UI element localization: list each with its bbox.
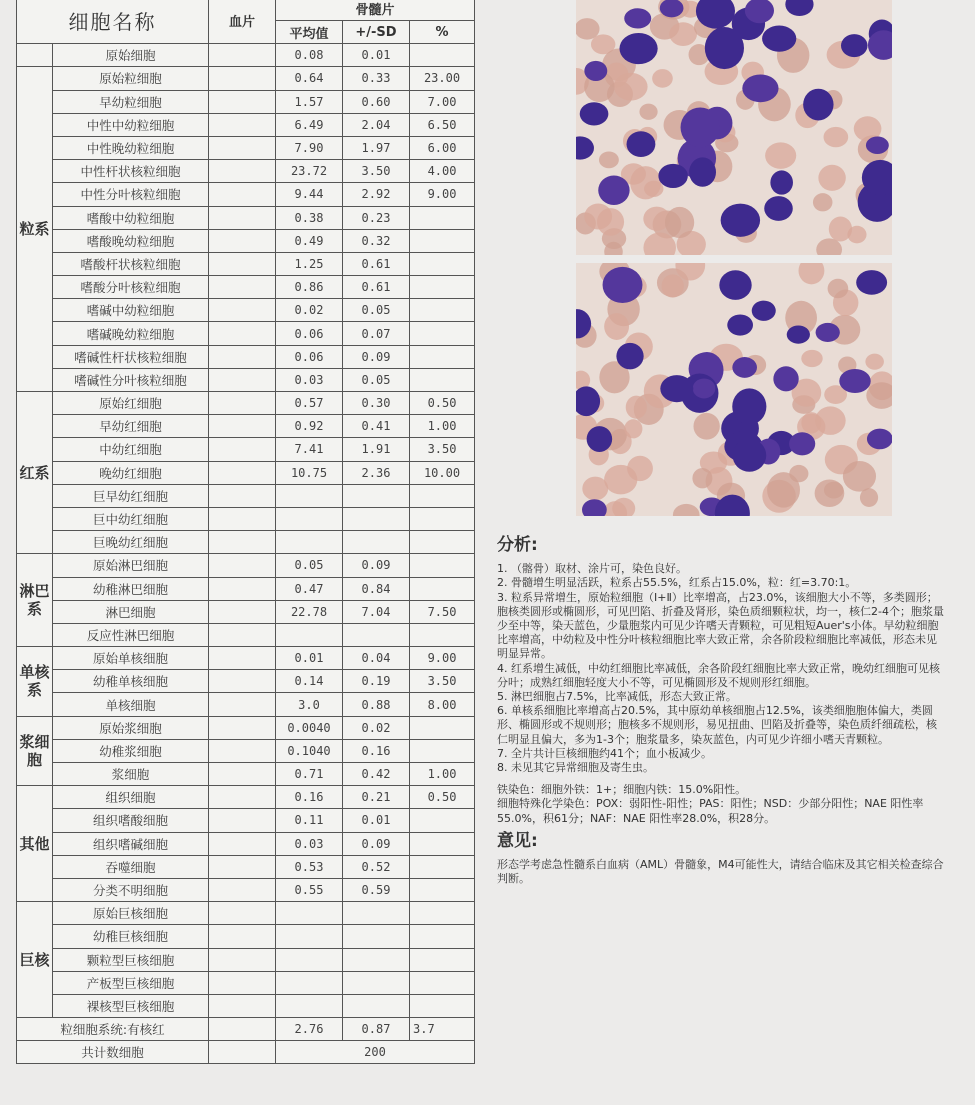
cell-name: 原始细胞 bbox=[53, 44, 209, 67]
sd-value: 7.04 bbox=[343, 600, 410, 623]
blood-value bbox=[209, 670, 276, 693]
analysis-heading: 分析: bbox=[497, 535, 538, 555]
pct-value: 3.50 bbox=[410, 670, 475, 693]
mean-value: 0.16 bbox=[276, 786, 343, 809]
analysis-item: 6. 单核系细胞比率增高占20.5%，其中原幼单核细胞占12.5%，该类细胞胞体偏大，类圆形、椭圆形或不规则形；胞核多不规则形，易见扭曲、凹陷及折叠等，染色质纤细疏松，核仁明显且偏大，多为1-3个；胞浆量多，染灰蓝色，内可见少许细小嗜天青颗粒。 bbox=[497, 704, 937, 746]
blood-value bbox=[209, 832, 276, 855]
pct-value: 7.00 bbox=[410, 90, 475, 113]
blood-value bbox=[209, 925, 276, 948]
marrow-smear-header: 骨髓片 bbox=[276, 0, 475, 21]
sd-value: 0.88 bbox=[343, 693, 410, 716]
blood-value bbox=[209, 1018, 276, 1041]
blood-value bbox=[209, 971, 276, 994]
sd-value: 0.61 bbox=[343, 252, 410, 275]
sd-value: 0.23 bbox=[343, 206, 410, 229]
mean-value: 0.08 bbox=[276, 44, 343, 67]
blood-value bbox=[209, 554, 276, 577]
pct-value bbox=[410, 345, 475, 368]
analysis-item: 1. （髂骨）取材、涂片可，染色良好。 bbox=[497, 562, 687, 576]
mean-value: 7.90 bbox=[276, 136, 343, 159]
table-row bbox=[17, 716, 475, 739]
cell-name: 嗜碱中幼粒细胞 bbox=[53, 299, 209, 322]
pct-value bbox=[410, 855, 475, 878]
table-row bbox=[17, 461, 475, 484]
pct-value bbox=[410, 531, 475, 554]
table-row bbox=[17, 276, 475, 299]
mean-value bbox=[276, 507, 343, 530]
blood-value bbox=[209, 878, 276, 901]
pct-value: 1.00 bbox=[410, 415, 475, 438]
mean-value: 0.53 bbox=[276, 855, 343, 878]
cell-name: 幼稚巨核细胞 bbox=[53, 925, 209, 948]
sd-value: 0.01 bbox=[343, 44, 410, 67]
cell-name: 巨早幼红细胞 bbox=[53, 484, 209, 507]
pct-value: 9.00 bbox=[410, 183, 475, 206]
blood-value bbox=[209, 855, 276, 878]
pct-value: 1.00 bbox=[410, 763, 475, 786]
blood-value bbox=[209, 461, 276, 484]
table-row bbox=[17, 809, 475, 832]
pct-value: 0.50 bbox=[410, 392, 475, 415]
pct-value bbox=[410, 507, 475, 530]
blood-value bbox=[209, 206, 276, 229]
cell-name: 裸核型巨核细胞 bbox=[53, 994, 209, 1017]
pct-value bbox=[410, 252, 475, 275]
table-row bbox=[17, 739, 475, 762]
cell-name: 浆细胞 bbox=[53, 763, 209, 786]
total-label: 共计数细胞 bbox=[17, 1041, 209, 1064]
mean-value: 23.72 bbox=[276, 160, 343, 183]
pct-value bbox=[410, 623, 475, 646]
mean-value: 0.03 bbox=[276, 832, 343, 855]
cell-name: 嗜碱晚幼粒细胞 bbox=[53, 322, 209, 345]
ratio-mean: 2.76 bbox=[276, 1018, 343, 1041]
sd-value bbox=[343, 507, 410, 530]
cell-name: 早幼红细胞 bbox=[53, 415, 209, 438]
pct-value: 6.00 bbox=[410, 136, 475, 159]
ratio-row bbox=[17, 1018, 475, 1041]
blood-value bbox=[209, 44, 276, 67]
blood-value bbox=[209, 415, 276, 438]
table-row bbox=[17, 368, 475, 391]
pct-value bbox=[410, 276, 475, 299]
sd-value bbox=[343, 994, 410, 1017]
mean-value: 0.01 bbox=[276, 647, 343, 670]
table-row bbox=[17, 554, 475, 577]
blood-value bbox=[209, 577, 276, 600]
pct-value bbox=[410, 716, 475, 739]
mean-value: 0.64 bbox=[276, 67, 343, 90]
cell-name: 中性分叶核粒细胞 bbox=[53, 183, 209, 206]
mean-value bbox=[276, 994, 343, 1017]
pct-value bbox=[410, 577, 475, 600]
pct-value bbox=[410, 554, 475, 577]
sd-value: 2.36 bbox=[343, 461, 410, 484]
mean-value bbox=[276, 925, 343, 948]
pct-value bbox=[410, 878, 475, 901]
table-row bbox=[17, 693, 475, 716]
table-row bbox=[17, 623, 475, 646]
cell-name: 巨中幼红细胞 bbox=[53, 507, 209, 530]
cell-name: 嗜酸中幼粒细胞 bbox=[53, 206, 209, 229]
sd-value: 0.33 bbox=[343, 67, 410, 90]
mean-value bbox=[276, 623, 343, 646]
pct-value bbox=[410, 206, 475, 229]
pct-value bbox=[410, 299, 475, 322]
iron-stain-text: 铁染色：细胞外铁：1+；细胞内铁：15.0%阳性。 bbox=[497, 783, 747, 797]
pct-value bbox=[410, 322, 475, 345]
ratio-pct: 3.7 bbox=[410, 1018, 475, 1041]
sd-value: 2.92 bbox=[343, 183, 410, 206]
sd-value bbox=[343, 484, 410, 507]
mean-value: 6.49 bbox=[276, 113, 343, 136]
blood-value bbox=[209, 90, 276, 113]
pct-value bbox=[410, 971, 475, 994]
analysis-item: 2. 骨髓增生明显活跃，粒系占55.5%，红系占15.0%，粒：红=3.70:1。 bbox=[497, 576, 857, 590]
sd-value: 0.02 bbox=[343, 716, 410, 739]
blood-value bbox=[209, 994, 276, 1017]
pct-value bbox=[410, 902, 475, 925]
blood-value bbox=[209, 1041, 276, 1064]
table-row bbox=[17, 345, 475, 368]
cell-name: 单核细胞 bbox=[53, 693, 209, 716]
blood-value bbox=[209, 392, 276, 415]
sd-value: 0.61 bbox=[343, 276, 410, 299]
bone-marrow-smear-micrograph bbox=[576, 263, 892, 516]
mean-value: 0.57 bbox=[276, 392, 343, 415]
cell-name: 分类不明细胞 bbox=[53, 878, 209, 901]
blood-value bbox=[209, 739, 276, 762]
pct-value: 0.50 bbox=[410, 786, 475, 809]
blood-value bbox=[209, 507, 276, 530]
pct-value bbox=[410, 832, 475, 855]
analysis-item: 8. 未见其它异常细胞及寄生虫。 bbox=[497, 761, 654, 775]
table-row bbox=[17, 113, 475, 136]
mean-value: 0.14 bbox=[276, 670, 343, 693]
blood-value bbox=[209, 786, 276, 809]
sd-value: 3.50 bbox=[343, 160, 410, 183]
mean-value: 0.06 bbox=[276, 322, 343, 345]
blood-value bbox=[209, 183, 276, 206]
pct-value bbox=[410, 739, 475, 762]
sd-value: 0.16 bbox=[343, 739, 410, 762]
analysis-item: 4. 红系增生减低，中幼红细胞比率减低，余各阶段红细胞比率大致正常，晚幼红细胞可见核分叶；成熟红细胞轻度大小不等，可见椭圆形及不规则形红细胞。 bbox=[497, 661, 940, 689]
pct-value bbox=[410, 229, 475, 252]
blood-value bbox=[209, 299, 276, 322]
table-row bbox=[17, 577, 475, 600]
group-label: 浆细胞 bbox=[17, 716, 53, 786]
table-row bbox=[17, 902, 475, 925]
blood-smear-header: 血片 bbox=[209, 0, 276, 44]
table-row bbox=[17, 600, 475, 623]
cell-name: 嗜碱性杆状核粒细胞 bbox=[53, 345, 209, 368]
mean-value: 7.41 bbox=[276, 438, 343, 461]
sd-value: 0.09 bbox=[343, 554, 410, 577]
table-row bbox=[17, 136, 475, 159]
group-label: 红系 bbox=[17, 392, 53, 554]
blood-value bbox=[209, 368, 276, 391]
pct-value bbox=[410, 368, 475, 391]
sd-value: 1.97 bbox=[343, 136, 410, 159]
mean-value: 10.75 bbox=[276, 461, 343, 484]
sd-value: 0.84 bbox=[343, 577, 410, 600]
table-row bbox=[17, 67, 475, 90]
blood-value bbox=[209, 647, 276, 670]
pct-value: 4.00 bbox=[410, 160, 475, 183]
total-row bbox=[17, 1041, 475, 1064]
cell-name: 中性晚幼粒细胞 bbox=[53, 136, 209, 159]
blood-value bbox=[209, 322, 276, 345]
pct-value: 8.00 bbox=[410, 693, 475, 716]
cell-name: 晚幼红细胞 bbox=[53, 461, 209, 484]
table-row bbox=[17, 160, 475, 183]
analysis-list bbox=[497, 562, 945, 775]
blood-value bbox=[209, 531, 276, 554]
mean-value: 0.49 bbox=[276, 229, 343, 252]
table-row bbox=[17, 206, 475, 229]
ratio-label: 粒细胞系统:有核红 bbox=[17, 1018, 209, 1041]
mean-value: 0.86 bbox=[276, 276, 343, 299]
mean-value: 0.02 bbox=[276, 299, 343, 322]
sd-value: 0.07 bbox=[343, 322, 410, 345]
pct-value bbox=[410, 44, 475, 67]
table-row bbox=[17, 392, 475, 415]
mean-value bbox=[276, 971, 343, 994]
cell-name: 巨晚幼红细胞 bbox=[53, 531, 209, 554]
pct-value bbox=[410, 948, 475, 971]
table-row bbox=[17, 90, 475, 113]
table-row bbox=[17, 322, 475, 345]
col-sd-header: +/-SD bbox=[343, 21, 410, 44]
pct-value: 7.50 bbox=[410, 600, 475, 623]
table-row bbox=[17, 786, 475, 809]
cell-name: 原始巨核细胞 bbox=[53, 902, 209, 925]
cell-name: 组织嗜酸细胞 bbox=[53, 809, 209, 832]
pct-value: 6.50 bbox=[410, 113, 475, 136]
sd-value: 0.30 bbox=[343, 392, 410, 415]
sd-value bbox=[343, 925, 410, 948]
sd-value: 0.19 bbox=[343, 670, 410, 693]
sd-value: 2.04 bbox=[343, 113, 410, 136]
table-row bbox=[17, 925, 475, 948]
mean-value: 0.03 bbox=[276, 368, 343, 391]
sd-value: 0.41 bbox=[343, 415, 410, 438]
sd-value bbox=[343, 948, 410, 971]
table-row bbox=[17, 415, 475, 438]
mean-value: 3.0 bbox=[276, 693, 343, 716]
analysis-item: 5. 淋巴细胞占7.5%，比率减低，形态大致正常。 bbox=[497, 690, 737, 704]
table-row bbox=[17, 763, 475, 786]
pct-value: 9.00 bbox=[410, 647, 475, 670]
blood-value bbox=[209, 600, 276, 623]
cell-name: 幼稚单核细胞 bbox=[53, 670, 209, 693]
mean-value: 0.38 bbox=[276, 206, 343, 229]
cell-name: 原始浆细胞 bbox=[53, 716, 209, 739]
cell-name: 嗜酸杆状核粒细胞 bbox=[53, 252, 209, 275]
mean-value bbox=[276, 948, 343, 971]
sd-value: 0.04 bbox=[343, 647, 410, 670]
cell-name: 早幼粒细胞 bbox=[53, 90, 209, 113]
table-row bbox=[17, 252, 475, 275]
table-row bbox=[17, 507, 475, 530]
cell-name: 反应性淋巴细胞 bbox=[53, 623, 209, 646]
mean-value: 0.0040 bbox=[276, 716, 343, 739]
cell-name: 原始单核细胞 bbox=[53, 647, 209, 670]
opinion-text: 形态学考虑急性髓系白血病（AML）骨髓象，M4可能性大，请结合临床及其它相关检查综合判断。 bbox=[497, 858, 944, 886]
blood-value bbox=[209, 160, 276, 183]
blood-value bbox=[209, 716, 276, 739]
blood-value bbox=[209, 902, 276, 925]
cell-name: 组织细胞 bbox=[53, 786, 209, 809]
cell-name: 嗜酸分叶核粒细胞 bbox=[53, 276, 209, 299]
table-row bbox=[17, 44, 475, 67]
pct-value bbox=[410, 925, 475, 948]
blood-value bbox=[209, 252, 276, 275]
cell-name: 中性杆状核粒细胞 bbox=[53, 160, 209, 183]
sd-value bbox=[343, 531, 410, 554]
blood-value bbox=[209, 345, 276, 368]
mean-value: 0.71 bbox=[276, 763, 343, 786]
pct-value: 3.50 bbox=[410, 438, 475, 461]
mean-value: 0.1040 bbox=[276, 739, 343, 762]
mean-value: 0.92 bbox=[276, 415, 343, 438]
sd-value bbox=[343, 971, 410, 994]
blood-value bbox=[209, 484, 276, 507]
cell-name: 淋巴细胞 bbox=[53, 600, 209, 623]
group-label: 单核系 bbox=[17, 647, 53, 717]
col-mean-header: 平均值 bbox=[276, 21, 343, 44]
mean-value: 0.06 bbox=[276, 345, 343, 368]
cell-name: 中幼红细胞 bbox=[53, 438, 209, 461]
blood-value bbox=[209, 136, 276, 159]
pct-value: 10.00 bbox=[410, 461, 475, 484]
sd-value: 0.32 bbox=[343, 229, 410, 252]
group-label: 巨核 bbox=[17, 902, 53, 1018]
table-title: 细胞名称 bbox=[17, 0, 209, 44]
sd-value: 1.91 bbox=[343, 438, 410, 461]
cell-name: 原始粒细胞 bbox=[53, 67, 209, 90]
cell-name: 幼稚淋巴细胞 bbox=[53, 577, 209, 600]
table-row bbox=[17, 438, 475, 461]
table-row bbox=[17, 229, 475, 252]
cell-name: 原始淋巴细胞 bbox=[53, 554, 209, 577]
opinion-heading: 意见: bbox=[497, 830, 538, 851]
pct-value bbox=[410, 994, 475, 1017]
analysis-item: 3. 粒系异常增生，原始粒细胞（Ⅰ+Ⅱ）比率增高，占23.0%，该细胞大小不等，多类圆形；胞核类圆形或椭圆形，可见凹陷、折叠及肾形，染色质细颗粒状，均一，核仁2-4个；胞浆量少至中等，染天蓝色，少量胞浆内可见少许嗜天青颗粒，可见粗短Auer's小体。早幼粒细胞比率增高，中幼粒及中性分叶核粒细胞比率大致正常，余各阶段粒细胞比率减低，形态未见明显异常。 bbox=[497, 590, 944, 661]
blood-value bbox=[209, 623, 276, 646]
sd-value: 0.52 bbox=[343, 855, 410, 878]
sd-value: 0.09 bbox=[343, 832, 410, 855]
blood-value bbox=[209, 438, 276, 461]
bone-marrow-smear-micrograph bbox=[576, 0, 892, 255]
cell-name: 吞噬细胞 bbox=[53, 855, 209, 878]
cell-name: 原始红细胞 bbox=[53, 392, 209, 415]
table-row bbox=[17, 994, 475, 1017]
sd-value: 0.42 bbox=[343, 763, 410, 786]
sd-value: 0.59 bbox=[343, 878, 410, 901]
mean-value bbox=[276, 531, 343, 554]
cell-name: 颗粒型巨核细胞 bbox=[53, 948, 209, 971]
table-row bbox=[17, 647, 475, 670]
group-label: 其他 bbox=[17, 786, 53, 902]
sd-value bbox=[343, 902, 410, 925]
report-text-panel bbox=[497, 535, 945, 886]
table-row bbox=[17, 670, 475, 693]
sd-value bbox=[343, 623, 410, 646]
cell-name: 组织嗜碱细胞 bbox=[53, 832, 209, 855]
blood-value bbox=[209, 67, 276, 90]
group-label: 淋巴系 bbox=[17, 554, 53, 647]
pct-value bbox=[410, 809, 475, 832]
mean-value: 0.47 bbox=[276, 577, 343, 600]
blood-value bbox=[209, 948, 276, 971]
sd-value: 0.60 bbox=[343, 90, 410, 113]
cell-name: 幼稚浆细胞 bbox=[53, 739, 209, 762]
sd-value: 0.09 bbox=[343, 345, 410, 368]
table-row bbox=[17, 484, 475, 507]
cell-count-table bbox=[16, 0, 475, 1064]
group-label: 粒系 bbox=[17, 67, 53, 392]
sd-value: 0.05 bbox=[343, 299, 410, 322]
special-stain-text: 细胞特殊化学染色：POX：弱阳性-阳性；PAS：阳性；NSD：少部分阳性；NAE 阳性率55.0%，积61分；NAF：NAE 阳性率28.0%，积28分。 bbox=[497, 797, 924, 825]
table-row bbox=[17, 832, 475, 855]
cell-name: 产板型巨核细胞 bbox=[53, 971, 209, 994]
total-value: 200 bbox=[276, 1041, 475, 1064]
mean-value: 1.57 bbox=[276, 90, 343, 113]
table-row bbox=[17, 948, 475, 971]
col-pct-header: % bbox=[410, 21, 475, 44]
blood-value bbox=[209, 693, 276, 716]
mean-value bbox=[276, 484, 343, 507]
mean-value: 0.55 bbox=[276, 878, 343, 901]
cell-name: 嗜碱性分叶核粒细胞 bbox=[53, 368, 209, 391]
mean-value: 1.25 bbox=[276, 252, 343, 275]
sd-value: 0.21 bbox=[343, 786, 410, 809]
table-row bbox=[17, 299, 475, 322]
mean-value bbox=[276, 902, 343, 925]
cell-name: 中性中幼粒细胞 bbox=[53, 113, 209, 136]
table-row bbox=[17, 878, 475, 901]
mean-value: 0.11 bbox=[276, 809, 343, 832]
blood-value bbox=[209, 229, 276, 252]
sd-value: 0.05 bbox=[343, 368, 410, 391]
table-row bbox=[17, 855, 475, 878]
analysis-item: 7. 全片共计巨核细胞约41个；血小板减少。 bbox=[497, 746, 712, 760]
ratio-sd: 0.87 bbox=[343, 1018, 410, 1041]
blood-value bbox=[209, 276, 276, 299]
mean-value: 0.05 bbox=[276, 554, 343, 577]
mean-value: 9.44 bbox=[276, 183, 343, 206]
group-cell bbox=[17, 44, 53, 67]
cell-name: 嗜酸晚幼粒细胞 bbox=[53, 229, 209, 252]
table-row bbox=[17, 183, 475, 206]
sd-value: 0.01 bbox=[343, 809, 410, 832]
pct-value: 23.00 bbox=[410, 67, 475, 90]
blood-value bbox=[209, 763, 276, 786]
blood-value bbox=[209, 113, 276, 136]
table-row bbox=[17, 531, 475, 554]
mean-value: 22.78 bbox=[276, 600, 343, 623]
blood-value bbox=[209, 809, 276, 832]
pct-value bbox=[410, 484, 475, 507]
table-row bbox=[17, 971, 475, 994]
